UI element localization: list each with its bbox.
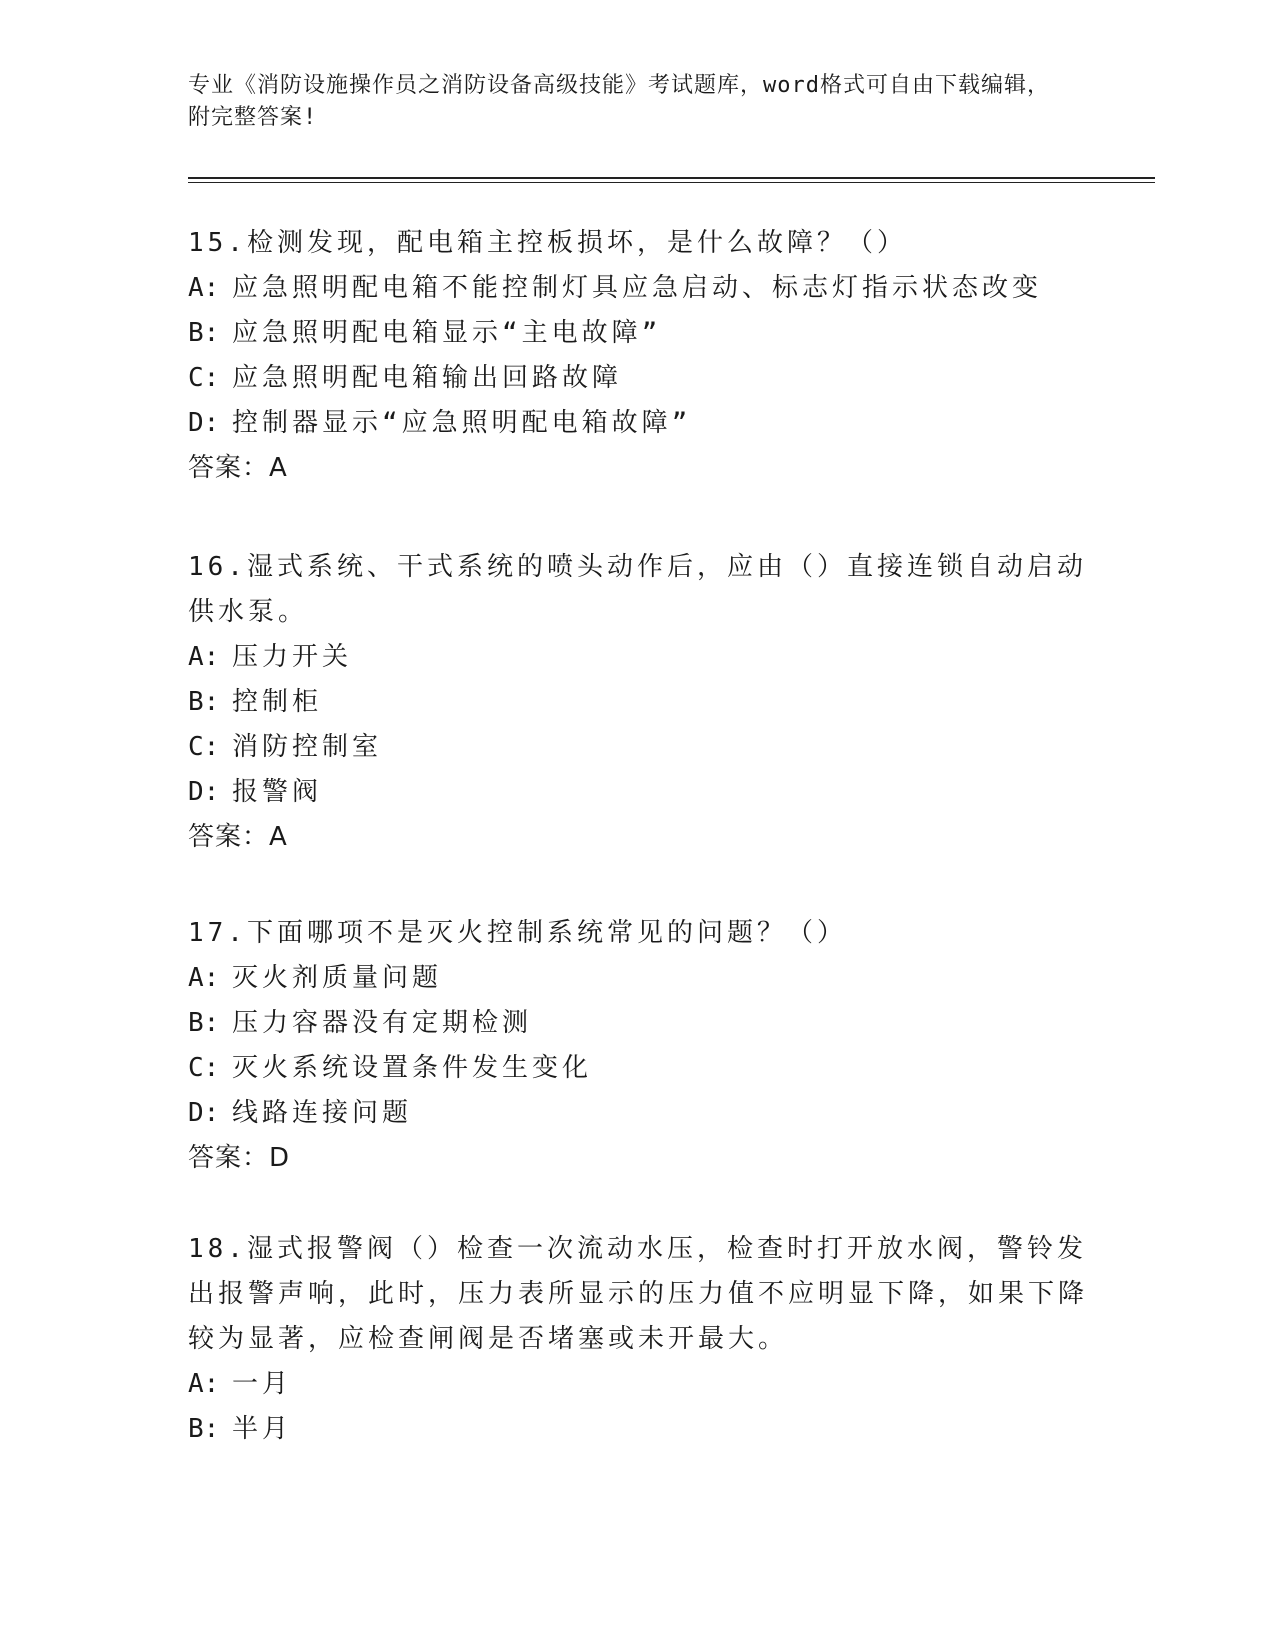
option-c: [188, 725, 1088, 770]
option-a: [188, 1362, 1088, 1407]
option-b: [188, 1407, 1088, 1452]
option-label: A:: [188, 273, 220, 303]
question-15: [188, 221, 1088, 491]
option-label: B:: [188, 318, 220, 348]
option-text: 半月: [232, 1414, 293, 1444]
option-text: 应急照明配电箱输出回路故障: [232, 363, 623, 393]
question-stem: 15.检测发现，配电箱主控板损坏，是什么故障？（）: [188, 228, 907, 258]
option-a: [188, 635, 1088, 680]
option-label: D:: [188, 408, 220, 438]
question-stem: 18.湿式报警阀（）检查一次流动水压，检查时打开放水阀，警铃发出报警声响，此时，压力表所显示的压力值不应明显下降，如果下降较为显著，应检查闸阀是否堵塞或未开最大。: [188, 1234, 1089, 1354]
header-rule-thick: [188, 177, 1155, 179]
option-text: 灭火系统设置条件发生变化: [232, 1053, 593, 1083]
option-text: 压力开关: [232, 642, 353, 672]
option-label: A:: [188, 963, 220, 993]
document-header: 专业《消防设施操作员之消防设备高级技能》考试题库，word格式可自由下载编辑，附完整答案!: [188, 73, 1050, 130]
answer-line: 答案：A: [188, 822, 288, 852]
option-b: [188, 680, 1088, 725]
option-text: 灭火剂质量问题: [232, 963, 443, 993]
header-rule-thin: [188, 182, 1155, 183]
option-label: C:: [188, 1053, 220, 1083]
question-16: [188, 545, 1088, 860]
option-text: 一月: [232, 1369, 293, 1399]
option-label: D:: [188, 1098, 220, 1128]
option-text: 压力容器没有定期检测: [232, 1008, 533, 1038]
question-stem: 16.湿式系统、干式系统的喷头动作后，应由（）直接连锁自动启动供水泵。: [188, 552, 1087, 627]
option-label: C:: [188, 732, 220, 762]
option-text: 应急照明配电箱显示“主电故障”: [232, 318, 662, 348]
option-text: 应急照明配电箱不能控制灯具应急启动、标志灯指示状态改变: [232, 273, 1043, 303]
option-text: 线路连接问题: [232, 1098, 413, 1128]
question-18: [188, 1227, 1088, 1452]
option-label: B:: [188, 1414, 220, 1444]
option-d: [188, 1091, 1088, 1136]
option-a: [188, 266, 1088, 311]
option-label: D:: [188, 777, 220, 807]
option-label: C:: [188, 363, 220, 393]
option-label: B:: [188, 687, 220, 717]
option-b: [188, 311, 1088, 356]
option-a: [188, 956, 1088, 1001]
option-d: [188, 401, 1088, 446]
option-text: 消防控制室: [232, 732, 383, 762]
question-17: [188, 911, 1088, 1181]
option-b: [188, 1001, 1088, 1046]
option-c: [188, 1046, 1088, 1091]
option-text: 控制柜: [232, 687, 323, 717]
question-stem: 17.下面哪项不是灭火控制系统常见的问题？（）: [188, 918, 847, 948]
option-d: [188, 770, 1088, 815]
option-label: B:: [188, 1008, 220, 1038]
answer-line: 答案：A: [188, 453, 288, 483]
option-label: A:: [188, 642, 220, 672]
option-label: A:: [188, 1369, 220, 1399]
answer-line: 答案：D: [188, 1143, 291, 1173]
option-text: 报警阀: [232, 777, 323, 807]
option-c: [188, 356, 1088, 401]
option-text: 控制器显示“应急照明配电箱故障”: [232, 408, 692, 438]
